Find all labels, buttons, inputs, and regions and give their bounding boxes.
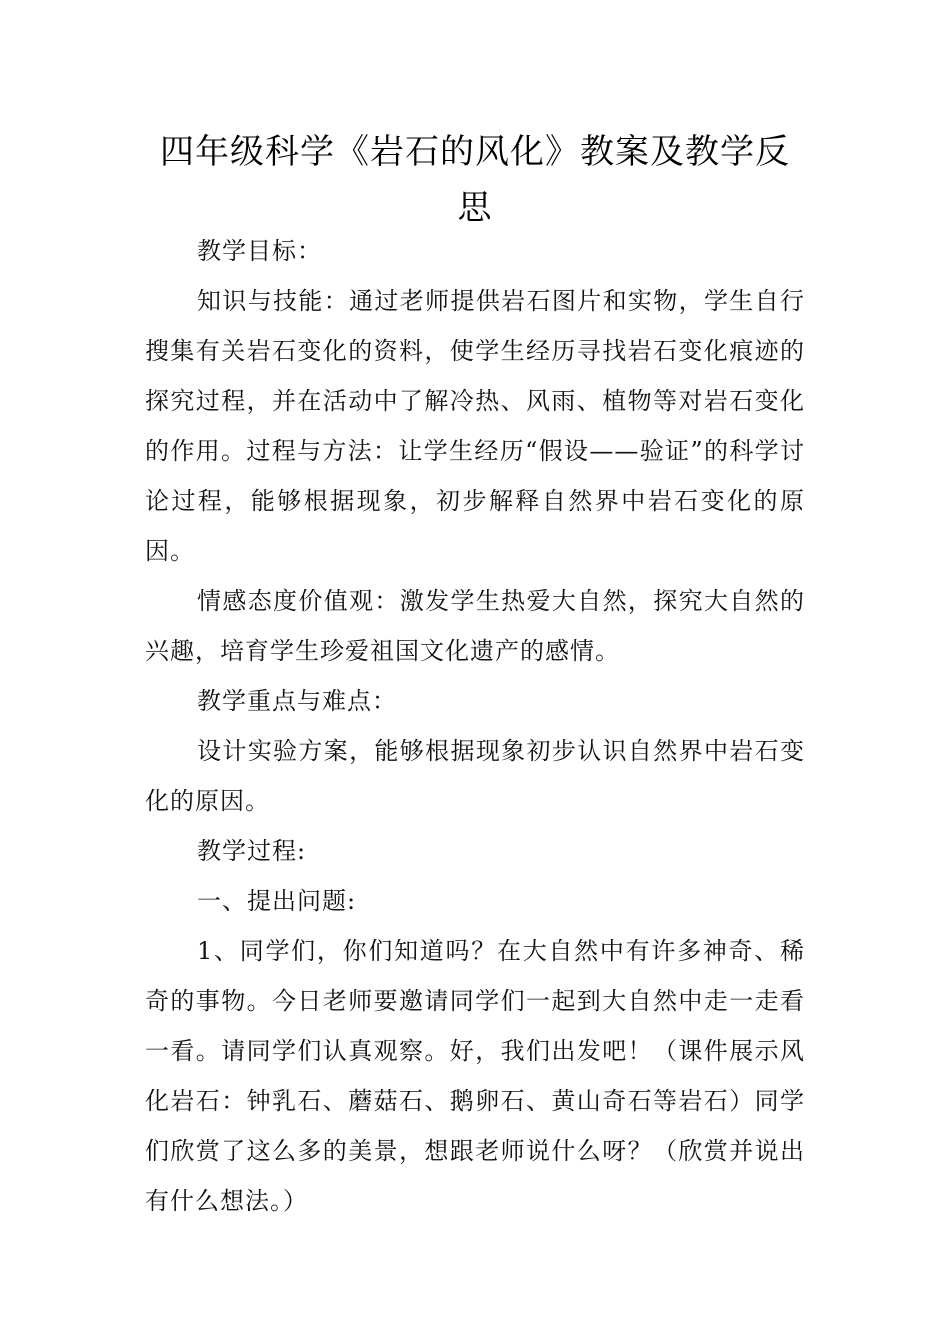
paragraph-knowledge-skills: 知识与技能：通过老师提供岩石图片和实物，学生自行搜集有关岩石变化的资料，使学生经历寻找岩石变化痕迹的探究过程，并在活动中了解冷热、风雨、植物等对岩石变化的作用。过程与方法：让学生经历“假设——验证”的科学讨论过程，能够根据现象，初步解释自然界中岩石变化的原因。	[145, 287, 805, 565]
paragraph-step-one: 1、同学们，你们知道吗？在大自然中有许多神奇、稀奇的事物。今日老师要邀请同学们一起到大自然中走一走看一看。请同学们认真观察。好，我们出发吧！（课件展示风化岩石：钟乳石、蘑菇石、鹅卵石、黄山奇石等岩石）同学们欣赏了这么多的美景，想跟老师说什么呀？（欣赏并说出有什么想法。）	[145, 937, 805, 1215]
document-title: 四年级科学《岩石的风化》教案及教学反思	[160, 132, 790, 228]
paragraph-emotion-values: 情感态度价值观：激发学生热爱大自然，探究大自然的兴趣，培育学生珍爱祖国文化遗产的感情。	[145, 587, 805, 665]
paragraph-teaching-goals-heading: 教学目标：	[197, 237, 322, 265]
paragraph-section-one-heading: 一、提出问题:	[197, 887, 357, 915]
paragraph-key-points: 设计实验方案，能够根据现象初步认识自然界中岩石变化的原因。	[145, 737, 805, 815]
document-body	[145, 226, 805, 1226]
paragraph-key-points-heading: 教学重点与难点：	[197, 687, 397, 715]
paragraph-process-heading: 教学过程:	[197, 837, 307, 865]
